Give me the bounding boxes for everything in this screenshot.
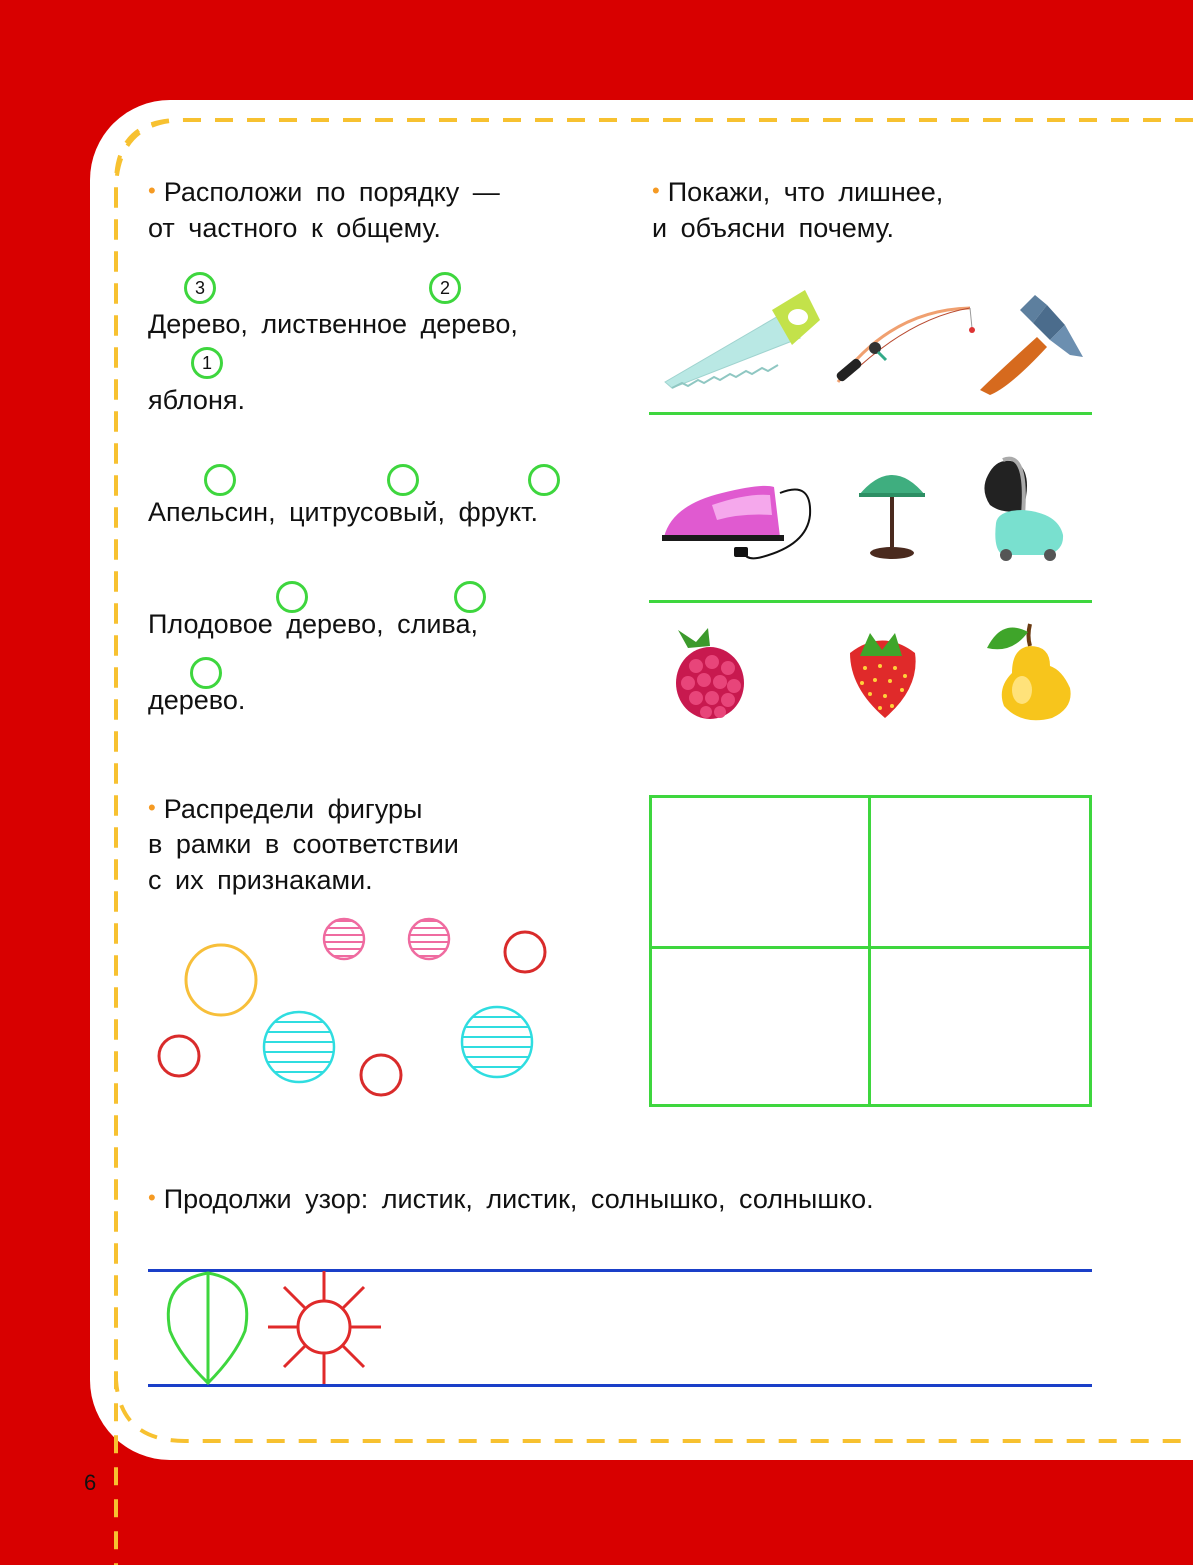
pear-icon[interactable]: [982, 618, 1077, 723]
grid-cell-top-right[interactable]: [868, 795, 1092, 949]
answer-circle[interactable]: 2: [429, 272, 461, 304]
bullet-icon: •: [148, 795, 156, 820]
grid-cell-bottom-left[interactable]: [649, 946, 871, 1107]
saw-icon[interactable]: [660, 290, 830, 390]
pink-striped-circle[interactable]: [320, 919, 370, 959]
task3-instruction-line1: • Распредели фигуры: [148, 794, 423, 824]
raspberry-icon[interactable]: [668, 628, 753, 723]
vacuum-cleaner-icon[interactable]: [978, 455, 1068, 565]
answer-circle[interactable]: [204, 464, 236, 496]
table-lamp-icon[interactable]: [857, 465, 927, 560]
cyan-striped-circle[interactable]: [260, 1012, 340, 1082]
group1-line2: яблоня.: [148, 385, 245, 415]
answer-circle[interactable]: [528, 464, 560, 496]
answer-circle[interactable]: [387, 464, 419, 496]
fishing-rod-icon[interactable]: [830, 300, 980, 390]
iron-icon[interactable]: [662, 475, 812, 565]
task2-instruction-line1: • Покажи, что лишнее,: [652, 177, 944, 207]
cyan-striped-circle[interactable]: [458, 1007, 538, 1077]
row-divider: [649, 412, 1092, 415]
pink-striped-circle[interactable]: [405, 919, 455, 959]
sorting-grid: [649, 795, 1092, 1107]
group3-line2: дерево.: [148, 685, 246, 715]
group1-line1: Дерево, лиственное дерево,: [148, 309, 518, 339]
task1-instruction-line1: • Расположи по порядку —: [148, 177, 500, 207]
hammer-icon[interactable]: [975, 295, 1085, 395]
grid-cell-bottom-right[interactable]: [868, 946, 1092, 1107]
task4-instruction: • Продолжи узор: листик, листик, солнышко, солнышко.: [148, 1184, 874, 1214]
group2-line1: Апельсин, цитрусовый, фрукт.: [148, 497, 538, 527]
bullet-icon: •: [148, 1185, 156, 1210]
group3-line1: Плодовое дерево, слива,: [148, 609, 478, 639]
answer-circle[interactable]: 1: [191, 347, 223, 379]
leaf-icon: [160, 1271, 260, 1386]
shapes-area: [150, 910, 570, 1110]
task2-instruction-line2: и объясни почему.: [652, 213, 894, 243]
red-small-circle[interactable]: [505, 932, 545, 972]
task3-instruction-line2: в рамки в соответствии: [148, 829, 459, 859]
row-divider: [649, 600, 1092, 603]
task1-instruction-line2: от частного к общему.: [148, 213, 441, 243]
yellow-large-circle[interactable]: [186, 945, 256, 1015]
page-number: 6: [84, 1470, 97, 1495]
red-small-circle[interactable]: [159, 1036, 199, 1076]
strawberry-icon[interactable]: [840, 628, 925, 723]
answer-circle[interactable]: 3: [184, 272, 216, 304]
task3-instruction-line3: с их признаками.: [148, 865, 373, 895]
red-small-circle[interactable]: [361, 1055, 401, 1095]
bullet-icon: •: [652, 178, 660, 203]
bullet-icon: •: [148, 178, 156, 203]
grid-cell-top-left[interactable]: [649, 795, 871, 949]
sun-icon: [266, 1271, 386, 1386]
